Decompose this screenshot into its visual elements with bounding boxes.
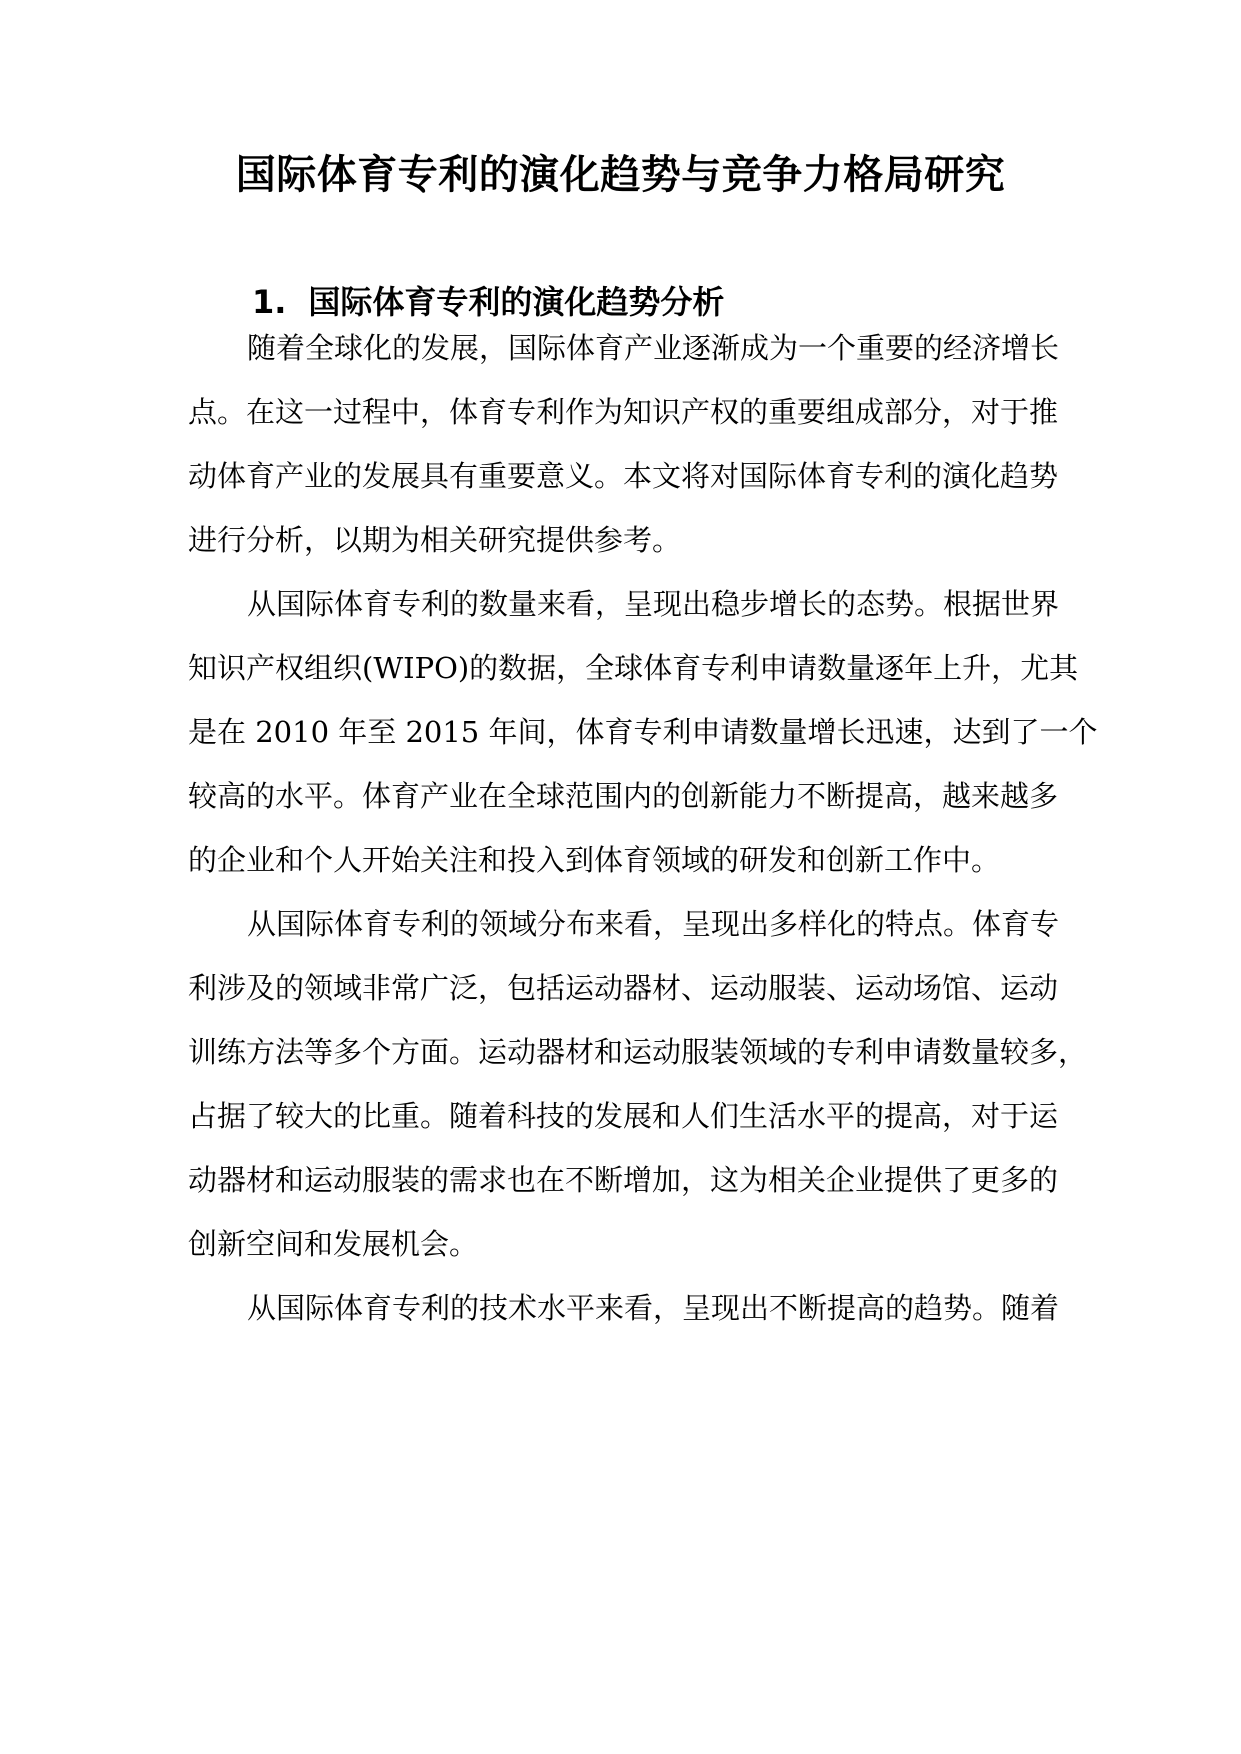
paragraph-line: 点。在这一过程中，体育专利作为知识产权的重要组成部分，对于推 [188,395,1059,429]
paragraph-line: 从国际体育专利的技术水平来看，呈现出不断提高的趋势。随着 [247,1291,1060,1325]
paragraph-line: 是在 2010 年至 2015 年间，体育专利申请数量增长迅速，达到了一个 [188,715,1098,749]
paragraph-line: 的企业和个人开始关注和投入到体育领域的研发和创新工作中。 [188,843,1001,877]
section-heading-text: 国际体育专利的演化趋势分析 [308,283,725,321]
paragraph-line: 训练方法等多个方面。运动器材和运动服装领域的专利申请数量较多， [188,1035,1088,1069]
paragraph-line: 较高的水平。体育产业在全球范围内的创新能力不断提高，越来越多 [188,779,1059,813]
paragraph-line: 进行分析，以期为相关研究提供参考。 [188,523,682,557]
section-number: 1. [252,283,287,321]
paragraph-line: 从国际体育专利的数量来看，呈现出稳步增长的态势。根据世界 [247,587,1060,621]
paragraph-line: 随着全球化的发展，国际体育产业逐渐成为一个重要的经济增长 [247,331,1060,365]
document-title: 国际体育专利的演化趋势与竞争力格局研究 [235,152,1006,198]
paragraph-line: 从国际体育专利的领域分布来看，呈现出多样化的特点。体育专 [247,907,1060,941]
paragraph-line: 动器材和运动服装的需求也在不断增加，这为相关企业提供了更多的 [188,1163,1059,1197]
paragraph-line: 创新空间和发展机会。 [188,1227,479,1261]
section-heading [252,278,724,326]
paragraph-line: 占据了较大的比重。随着科技的发展和人们生活水平的提高，对于运 [188,1099,1059,1133]
paragraph-line: 动体育产业的发展具有重要意义。本文将对国际体育专利的演化趋势 [188,459,1059,493]
paragraph-line: 知识产权组织(WIPO)的数据，全球体育专利申请数量逐年上升，尤其 [188,651,1079,685]
paragraph-line: 利涉及的领域非常广泛，包括运动器材、运动服装、运动场馆、运动 [188,971,1059,1005]
